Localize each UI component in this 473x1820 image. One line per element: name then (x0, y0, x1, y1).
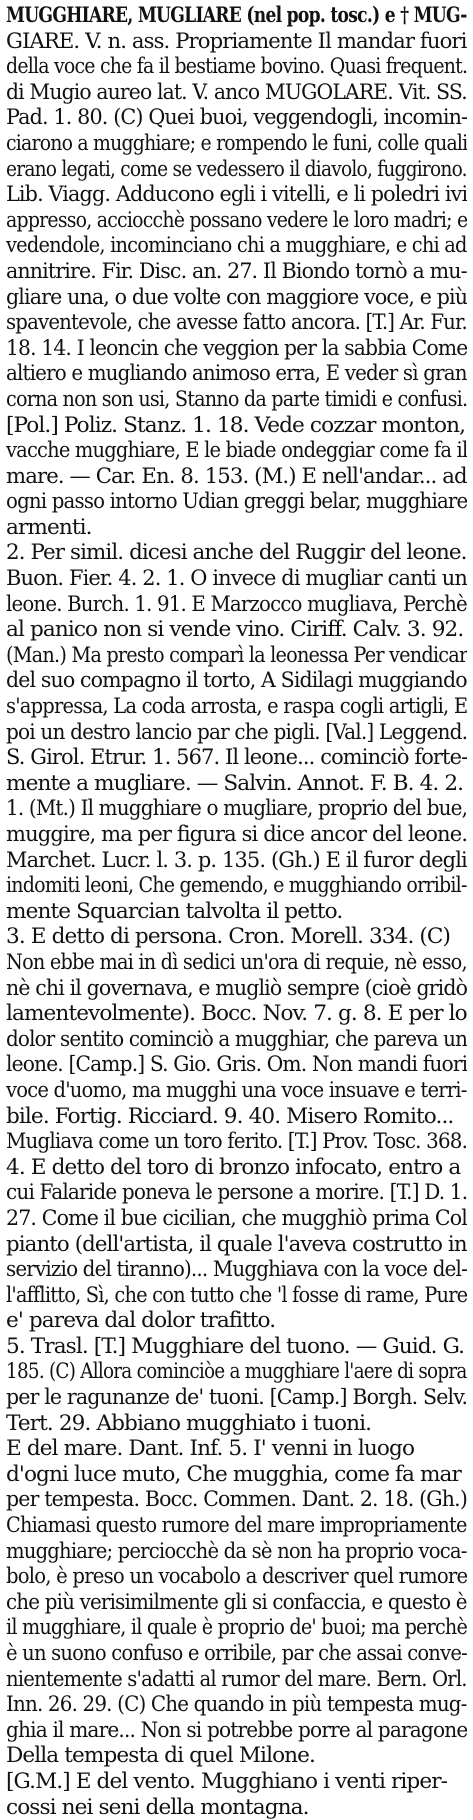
entry-text-line: 1. (Mt.) Il mugghiare o mugliare, proprio del bue, (6, 796, 467, 822)
entry-text-line: muggire, ma per figura si dice ancor del leone. (6, 822, 467, 847)
entry-text-line: mente a mugliare. — Salvin. Annot. F. B. 4. 2. (6, 770, 464, 796)
entry-text-line: bolo, è preso un vocabolo a descriver quel rumore (6, 1564, 468, 1590)
entry-text-line: ogni passo intorno Udian greggi belar, mugghiare (6, 489, 468, 515)
entry-text-line: cossi nei seni della montagna. (6, 1794, 309, 1820)
entry-text-line: (Man.) Ma presto comparì la leonessa Per vendicar (6, 642, 467, 668)
entry-text-line: annitrire. Fir. Disc. an. 27. Il Biondo tornò a mu- (6, 258, 467, 284)
entry-text-line: del suo compagno il torto, A Sidilagi muggiando (6, 668, 467, 694)
entry-text-line: l'afflitto, Sì, che con tutto che 'l fosse di rame, Pure (6, 1282, 467, 1308)
entry-text-line: della voce che fa il bestiame bovino. Quasi frequent. (6, 54, 467, 80)
entry-text-line: 4. E detto del toro di bronzo infocato, entro a (6, 1154, 461, 1180)
entry-text-line: Della tempesta di quel Milone. (6, 1743, 316, 1769)
entry-text-line: Tert. 29. Abbiano mugghiato i tuoni. (6, 1410, 372, 1436)
entry-text-line: Chiamasi questo rumore del mare impropriamente (6, 1513, 467, 1539)
entry-text-line: il mugghiare, il quale è proprio de' buoi; ma perchè (6, 1615, 467, 1641)
dictionary-entry (6, 3, 467, 1820)
entry-text-line: GIARE. V. n. ass. Propriamente Il mandar fuori (6, 28, 467, 54)
entry-text-line: voce d'uomo, ma mugghi una voce insuave e terri- (6, 1077, 467, 1103)
entry-text-line: cui Falaride poneva le persone a morire. [T.] D. 1. (6, 1180, 468, 1206)
entry-text-line: pianto (dell'artista, il quale l'aveva costrutto in (6, 1231, 467, 1257)
entry-text-line: bile. Fortig. Ricciard. 9. 40. Misero Romito... (6, 1103, 454, 1129)
entry-text-line: al panico non si vende vino. Ciriff. Calv. 3. 92. (6, 617, 464, 643)
entry-text-line: Marchet. Lucr. l. 3. p. 135. (Gh.) E il furor degli (6, 847, 467, 873)
entry-text-line: Inn. 26. 29. (C) Che quando in più tempesta mug- (6, 1692, 467, 1718)
entry-text-line: Mugliava come un toro ferito. [T.] Prov. Tosc. 368. (6, 1129, 468, 1155)
entry-text-line: 185. (C) Allora cominciòe a mugghiare l'aere di sopra (6, 1359, 467, 1385)
entry-text-line: 27. Come il bue cicilian, che mugghiò prima Col (6, 1205, 467, 1231)
entry-text-line: poi un destro lancio par che pigli. [Val.] Leggend. (6, 719, 467, 745)
entry-text-line: per le ragunanze de' tuoni. [Camp.] Borgh. Selv. (6, 1385, 467, 1411)
entry-text-line: altiero e mugliando animoso erra, E veder sì gran (6, 361, 467, 387)
entry-text-line: vedendole, incominciano chi a mugghiare, e chi ad (6, 233, 467, 259)
entry-text-line: dolor sentito cominciò a mugghiar, che pareva un (6, 1026, 467, 1052)
entry-text-line: appresso, acciocchè possano vedere le loro madri; e (6, 207, 467, 233)
entry-text-line: 2. Per simil. dicesi anche del Ruggir del leone. (6, 540, 467, 566)
entry-text-line: spaventevole, che avesse fatto ancora. [T.] Ar. Fur. (6, 310, 467, 336)
entry-text-line: Buon. Fier. 4. 2. 1. O invece di mugliar canti un (6, 566, 467, 592)
entry-text-line: nè chi il governava, e mugliò sempre (cioè gridò (6, 975, 468, 1001)
entry-text-line: Lib. Viagg. Adducono egli i vitelli, e li poledri ivi (6, 182, 467, 208)
entry-text-line: ciarono a mugghiare; e rompendo le funi, colle quali (6, 130, 467, 156)
entry-text-line: è un suono confuso e orribile, par che assai conve- (6, 1641, 467, 1666)
entry-text-line: S. Girol. Etrur. 1. 567. Il leone... cominciò forte- (6, 745, 468, 771)
entry-text-line: E del mare. Dant. Inf. 5. I' venni in luogo (6, 1436, 415, 1462)
entry-text-line: mente Squarcian talvolta il petto. (6, 898, 343, 924)
entry-text-line: leone. [Camp.] S. Gio. Gris. Om. Non mandi fuori (6, 1052, 468, 1078)
entry-text-line: mugghiare; perciocchè da sè non ha proprio voca- (6, 1538, 467, 1564)
entry-text-line: di Mugio aureo lat. V. anco MUGOLARE. Vit. SS. (6, 79, 467, 105)
entry-text-line: 18. 14. I leoncin che veggion per la sabbia Come (6, 335, 467, 361)
entry-text-line: e' pareva dal dolor trafitto. (6, 1308, 276, 1334)
entry-text-line: per tempesta. Bocc. Commen. Dant. 2. 18. (Gh.) (6, 1487, 467, 1513)
entry-text-line: 3. E detto di persona. Cron. Morell. 334. (C) (6, 924, 451, 950)
entry-text-line: Pad. 1. 80. (C) Quei buoi, veggendogli, incomin- (6, 105, 467, 131)
entry-text-line: indomiti leoni, Che gemendo, e mugghiando orribil- (6, 873, 467, 899)
entry-text-line: MUGGHIARE, MUGLIARE (nel pop. tosc.) e † MUG- (6, 3, 467, 28)
entry-text-line: erano legati, come se vedessero il diavolo, fuggirono. (6, 156, 467, 182)
entry-text-line: che più verisimilmente gli si confaccia, e questo è (6, 1589, 467, 1615)
entry-text-line: gliare una, o due volte con maggiore voce, e più (6, 284, 468, 310)
entry-text-line: s'appressa, La coda arrosta, e raspa cogli artigli, E (6, 694, 467, 720)
entry-text-line: lamentevolmente). Bocc. Nov. 7. g. 8. E per lo (6, 1001, 467, 1027)
entry-text-line: leone. Burch. 1. 91. E Marzocco mugliava, Perchè (6, 591, 467, 617)
entry-text-line: [Pol.] Poliz. Stanz. 1. 18. Vede cozzar monton, (6, 412, 466, 438)
entry-text-line: servizio del tiranno)... Mugghiava con la voce del- (6, 1257, 467, 1283)
entry-text-line: ghia il mare... Non si potrebbe porre al paragone (6, 1717, 467, 1743)
entry-text-line: Non ebbe mai in dì sedici un'ora di requie, nè esso, (6, 949, 467, 975)
entry-text-line: nientemente s'adatti al rumor del mare. Bern. Orl. (6, 1666, 467, 1692)
entry-text-line: vacche mugghiare, E le biade ondeggiar come fa il (6, 438, 468, 464)
entry-text-line: armenti. (6, 514, 92, 540)
entry-text-line: mare. — Car. En. 8. 153. (M.) E nell'andar... ad (6, 463, 467, 489)
entry-text-line: d'ogni luce muto, Che mugghia, come fa mar (6, 1461, 461, 1487)
entry-text-line: 5. Trasl. [T.] Mugghiare del tuono. — Guid. G. (6, 1333, 465, 1359)
entry-text-line: corna non son usi, Stanno da parte timidi e confusi. (6, 386, 467, 412)
entry-text-line: [G.M.] E del vento. Mugghiano i venti riper- (6, 1768, 448, 1794)
